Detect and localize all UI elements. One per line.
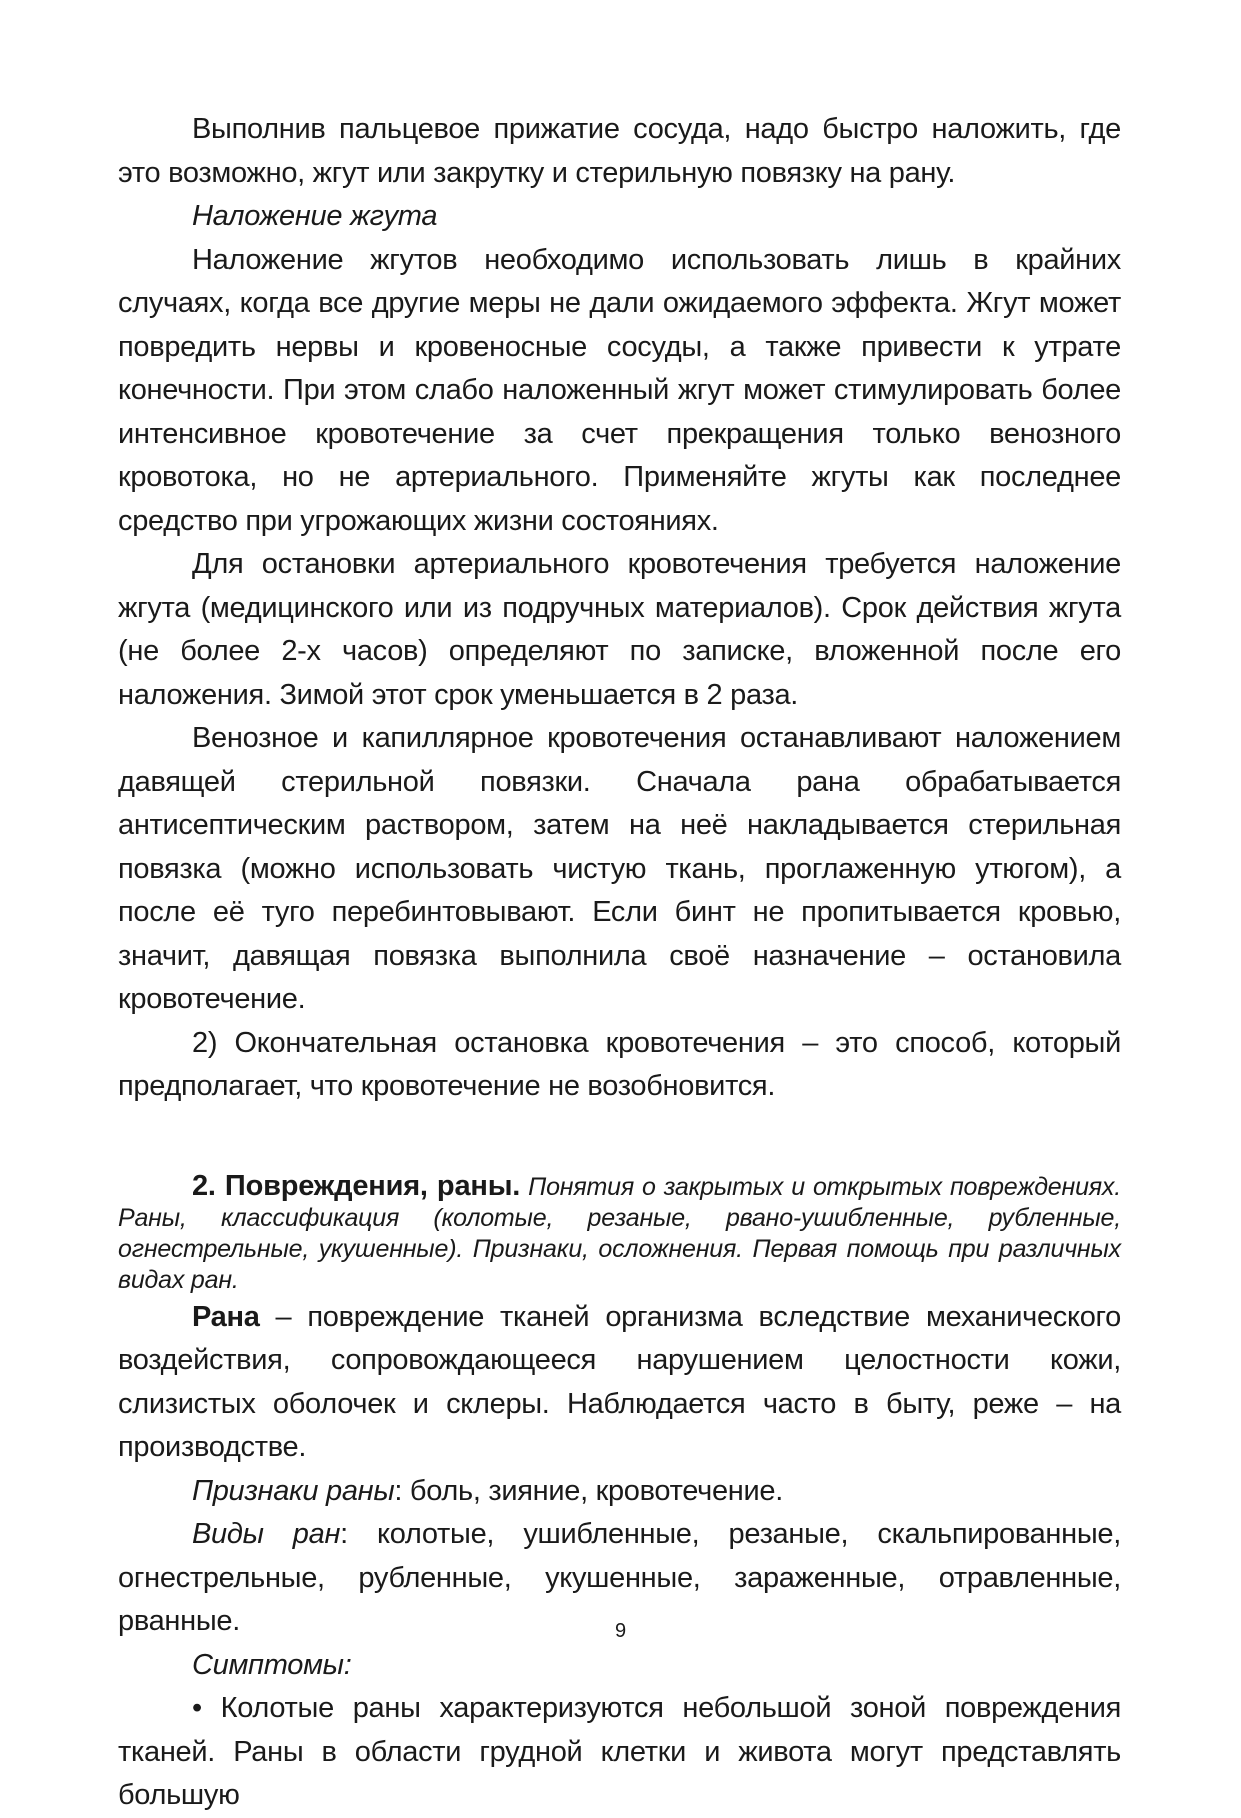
- types-label: Виды ран: [192, 1518, 341, 1550]
- section-title: 2. Повреждения, раны.: [192, 1169, 521, 1202]
- wound-term: Рана: [192, 1300, 260, 1333]
- body-text-wounds: [118, 1296, 1121, 1818]
- types-text: : колотые, ушибленные, резаные, скальпированные, огнестрельные, рубленные, укушенные, зараженные, отравленные, рванные.: [118, 1518, 1121, 1637]
- document-page: [118, 108, 1121, 1818]
- wound-definition-text: – повреждение тканей организма вследствие механического воздействия, сопровождающееся нарушением целостности кожи, слизистых оболочек и склеры. Наблюдается часто в быту, реже – на производстве.: [118, 1300, 1121, 1463]
- section-heading: [118, 1171, 1121, 1296]
- bullet-item: • Колотые раны характеризуются небольшой зоной повреждения тканей. Раны в области грудной клетки и живота могут представлять большую: [118, 1692, 1121, 1811]
- wound-signs: [118, 1470, 1121, 1514]
- section-description: Понятия о закрытых и открытых повреждениях. Раны, классификация (колотые, резаные, рвано-ушибленные, рубленные, огнестрельные, укушенные). Признаки, осложнения. Первая помощь при различных видах ран.: [118, 1172, 1121, 1294]
- signs-text: : боль, зияние, кровотечение.: [394, 1474, 783, 1507]
- page-number: 9: [614, 1620, 627, 1642]
- symptoms-label: Симптомы:: [192, 1648, 352, 1681]
- paragraph: Венозное и капиллярное кровотечения останавливают наложением давящей стерильной повязки. Сначала рана обрабатывается антисептическим раствором, затем на неё накладывается стерильная повязка (можно использовать чистую ткань, проглаженную утюгом), а после её туго перебинтовывают. Если бинт не пропитывается кровью, значит, давящая повязка выполнила своё назначение – остановила кровотечение.: [118, 722, 1121, 1015]
- paragraph: Выполнив пальцевое прижатие сосуда, надо быстро наложить, где это возможно, жгут или закрутку и стерильную повязку на рану.: [118, 113, 1121, 189]
- paragraph: 2) Окончательная остановка кровотечения – это способ, который предполагает, что кровотечение не возобновится.: [118, 1026, 1121, 1102]
- wound-definition: [118, 1296, 1121, 1470]
- section-spacer: [118, 1109, 1121, 1171]
- paragraph: Наложение жгутов необходимо использовать лишь в крайних случаях, когда все другие меры не дали ожидаемого эффекта. Жгут может повредить нервы и кровеносные сосуды, а также привести к утрате конечности. При этом слабо наложенный жгут может стимулировать более интенсивное кровотечение за счет прекращения только венозного кровотока, но не артериального. Применяйте жгуты как последнее средство при угрожающих жизни состояниях.: [118, 243, 1121, 537]
- body-text: [118, 108, 1121, 1109]
- paragraph: Для остановки артериального кровотечения требуется наложение жгута (медицинского или из подручных материалов). Срок действия жгута (не более 2-х часов) определяют по записке, вложенной после его наложения. Зимой этот срок уменьшается в 2 раза.: [118, 548, 1121, 711]
- signs-label: Признаки раны: [192, 1474, 395, 1507]
- subheading-tourniquet: Наложение жгута: [192, 200, 438, 232]
